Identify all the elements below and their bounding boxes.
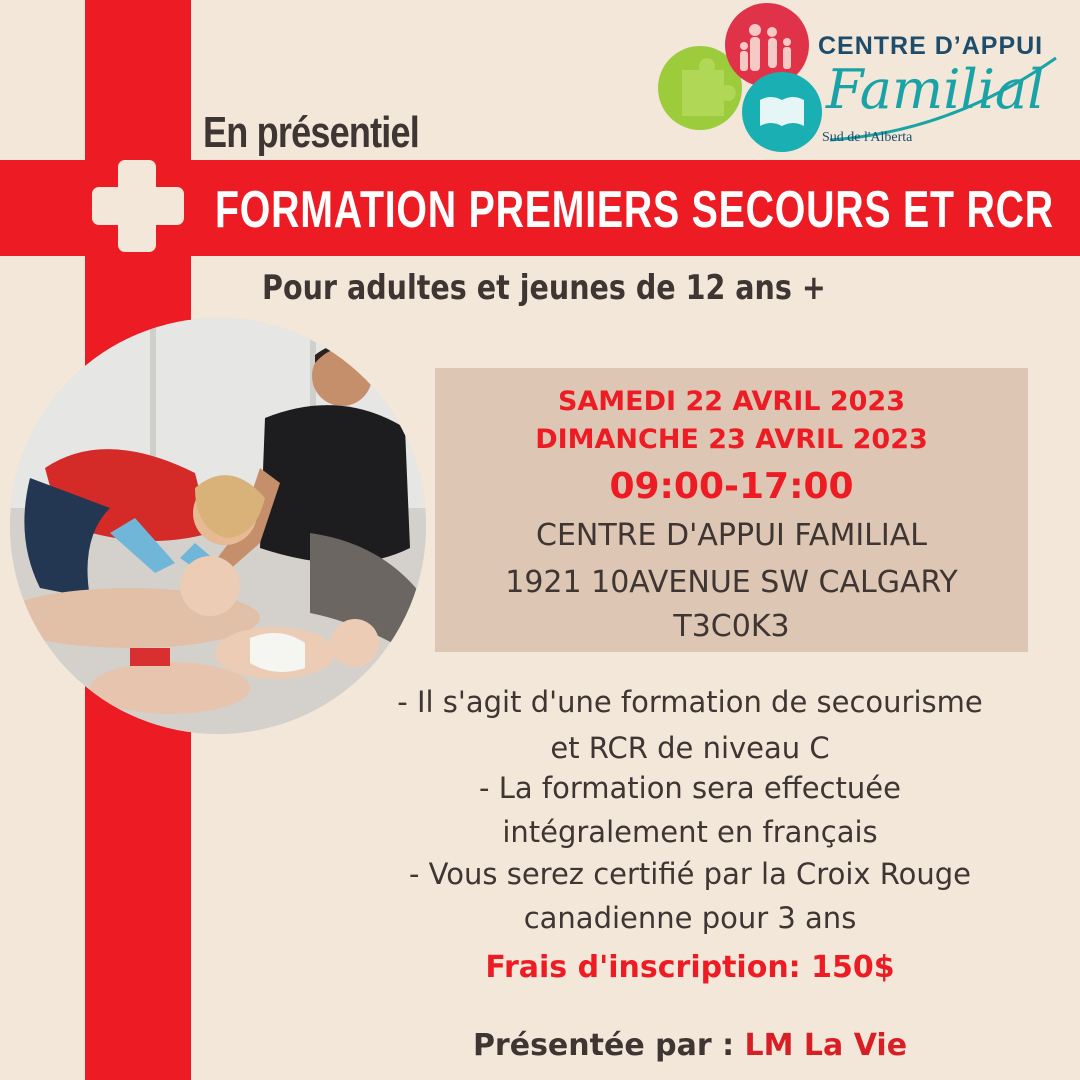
description-line: intégralement en français: [502, 815, 878, 849]
logo-subtitle: Sud de l'Alberta: [822, 130, 913, 145]
audience-subtitle: Pour adultes et jeunes de 12 ans +: [262, 268, 826, 308]
registration-fee: Frais d'inscription: 150$: [485, 950, 895, 985]
presenter-line: [320, 1028, 1060, 1063]
description-line: - Il s'agit d'une formation de secourisme: [397, 685, 983, 719]
logo-script-text: Familial: [826, 58, 1045, 121]
attendance-mode-label: En présentiel: [203, 108, 419, 157]
cpr-training-photo: [10, 318, 426, 734]
first-aid-cross-icon-bar: [92, 187, 184, 225]
logo-title: CENTRE D’APPUI: [818, 32, 1044, 60]
logo-family-circle: [725, 3, 809, 87]
event-date-sunday: DIMANCHE 23 AVRIL 2023: [535, 424, 928, 455]
presenter-label: Présentée par :: [472, 1028, 745, 1063]
event-venue: CENTRE D'APPUI FAMILIAL: [536, 518, 927, 553]
description-line: canadienne pour 3 ans: [523, 901, 857, 935]
presenter-name: LM La Vie: [744, 1028, 908, 1063]
page-title: FORMATION PREMIERS SECOURS ET RCR: [215, 181, 1054, 239]
description-line: - La formation sera effectuée: [479, 771, 901, 805]
description-line: et RCR de niveau C: [550, 731, 830, 765]
event-details-box: [435, 368, 1028, 652]
event-hours: 09:00-17:00: [609, 466, 854, 507]
description-line: - Vous serez certifié par la Croix Rouge: [408, 857, 971, 891]
event-address: 1921 10AVENUE SW CALGARY: [505, 565, 958, 600]
event-date-saturday: SAMEDI 22 AVRIL 2023: [557, 386, 906, 417]
event-postal-code: T3C0K3: [673, 609, 790, 644]
